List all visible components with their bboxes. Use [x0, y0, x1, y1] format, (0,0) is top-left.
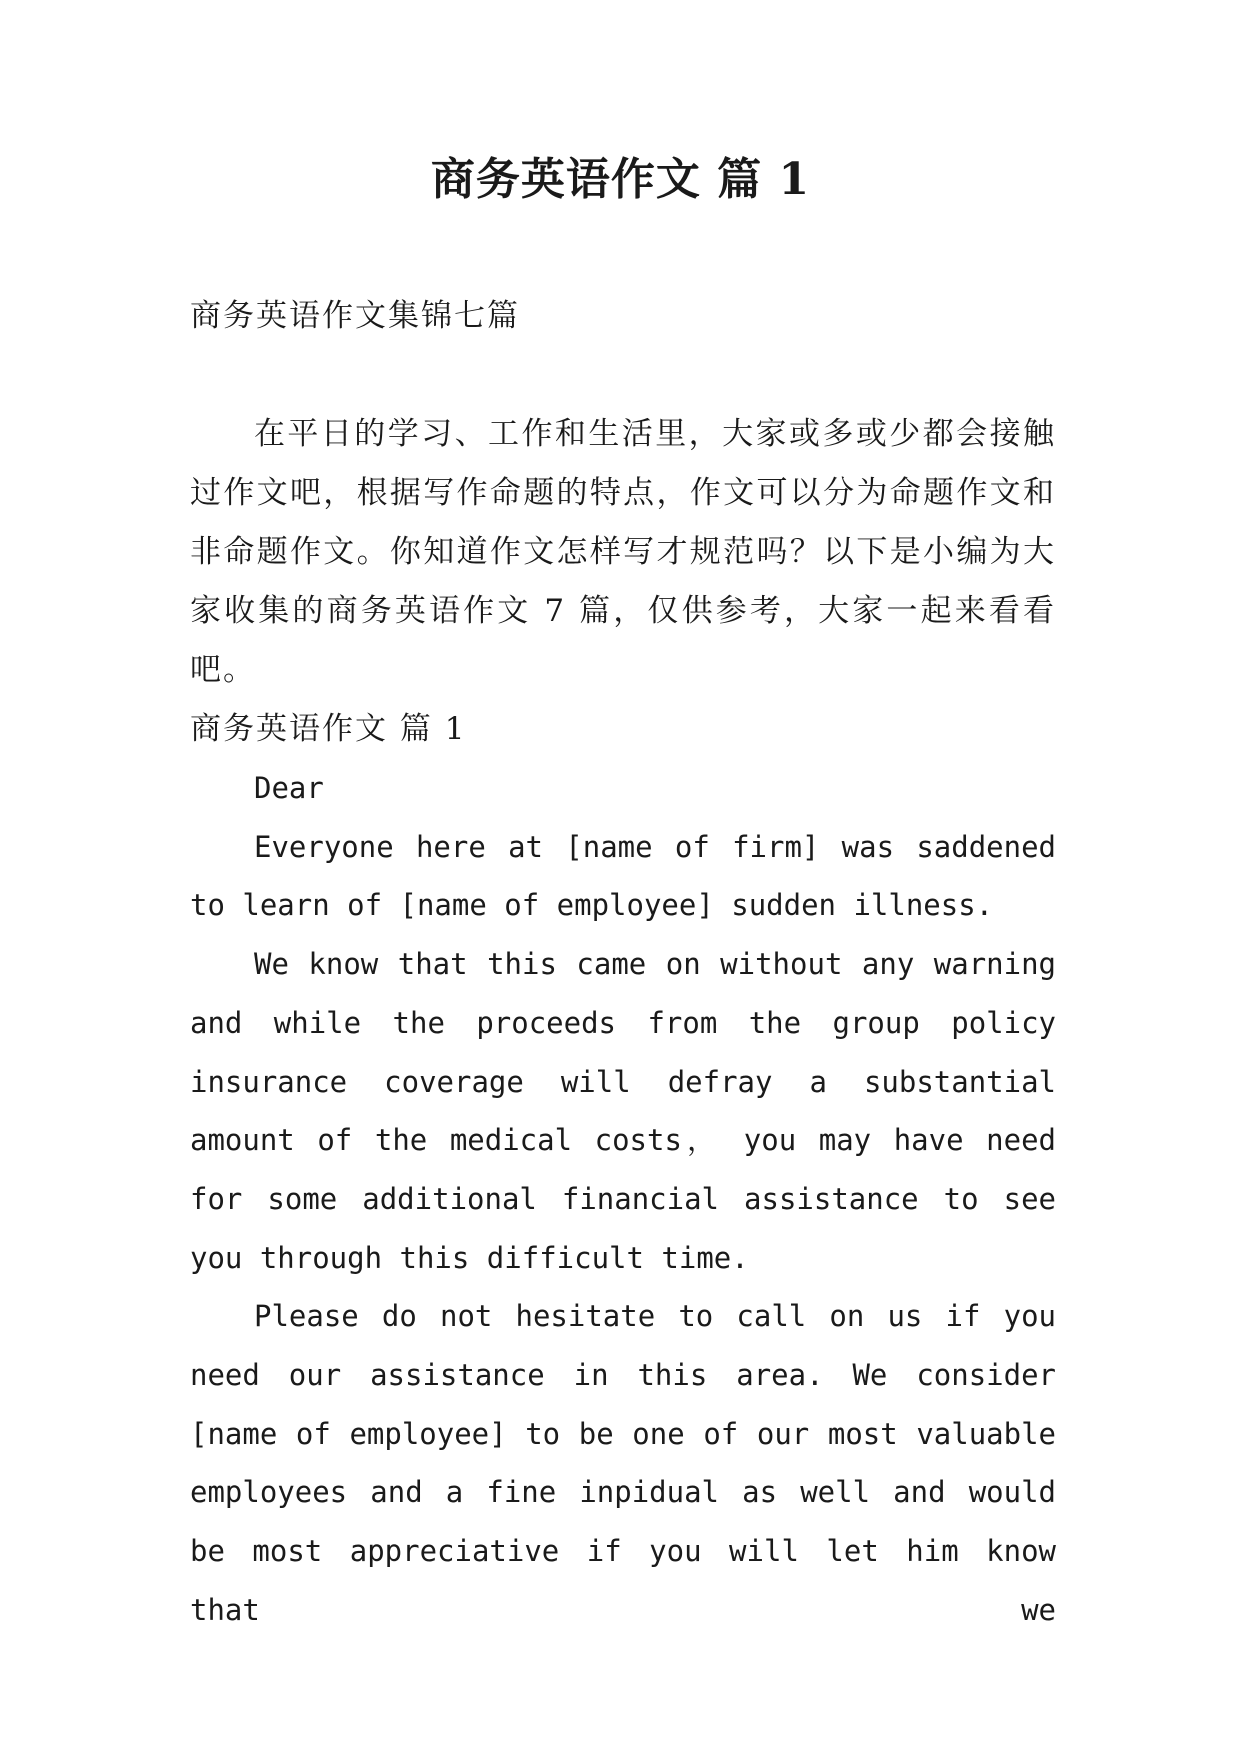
letter-salutation: Dear: [254, 771, 324, 805]
intro-paragraph: 在平日的学习、工作和生活里，大家或多或少都会接触过作文吧，根据写作命题的特点，作文可以分为命题作文和非命题作文。你知道作文怎样写才规范吗？以下是小编为大家收集的商务英语作文 7 篇，仅供参考，大家一起来看看吧。: [190, 416, 1056, 688]
letter-paragraph: Everyone here at [name of firm] was saddened to learn of [name of employee] sudden illness.: [190, 829, 1056, 923]
document-title: 商务英语作文 篇 1: [430, 154, 811, 205]
letter-paragraph: Please do not hesitate to call on us if you need our assistance in this area. We consider [name of employee] to be one of our most valuable employees and a fine inpidual as well and would be most appreciative if you will let him know that we: [190, 1299, 1056, 1627]
letter-paragraph: We know that this came on without any warning and while the proceeds from the group policy insurance coverage will defray a substantial amount of the medical costs， you may have need for some additional financial assistance to see you through this difficult time.: [190, 947, 1056, 1275]
section-heading: 商务英语作文 篇 1: [190, 711, 467, 747]
letter-body: [190, 759, 1056, 1640]
collection-subtitle: 商务英语作文集锦七篇: [190, 298, 520, 334]
